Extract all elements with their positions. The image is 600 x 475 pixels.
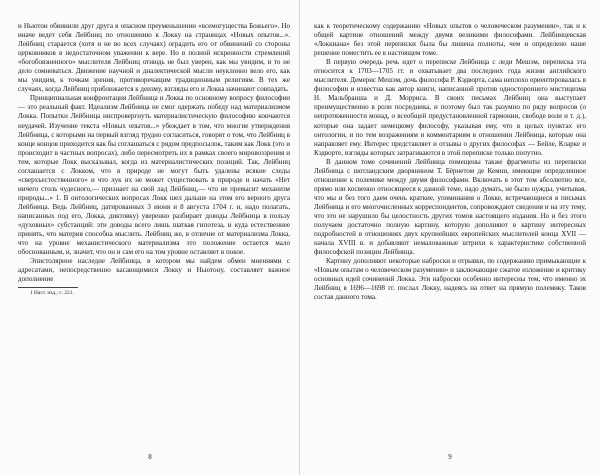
footnote-divider [18,287,78,288]
right-page-text [314,22,586,302]
left-page-text [18,22,290,284]
left-paragraph: Эпистолярное наследие Лейбница, в котором мы найдем обмен мнениями с адресатами, непосредственно касающимися Локку и Ньютону, составляет важное дополнение [18,257,290,284]
page-number-left: 8 [148,453,152,461]
footnote: 1 Наст. изд.; с. 221. [30,290,74,297]
page-number-right: 9 [448,453,452,461]
right-paragraph: В данном томе сочинений Лейбница помещены также фрагменты из переписки Лейбница с шотландским дворянином Т. Бёрнетом де Кемни, имеющие определенное отношение к полемике между двумя философами. Включать в этот том абсолютно все, прямо или косвенно относящееся к данной теме, надо думать, не было нужды, учитывая, что мы и без того даем очень краткие, упоминания о Локке, встречающиеся в письмах Лейбница и его многочисленных корреспондентов, сопровождают сведения и на эту тему, что это не нарушило бы целостность других томов настоящего издания. Но и без этого получаем достаточно полную картину, которую дополняют в картину интересных подробностей в отношениях двух крупнейших европейских мыслителей конца XVII — начала XVIII в. и добавляют немаловажные штрихи к характеристике собственной философской позиции Лейбница. [314,157,586,257]
right-page [300,0,600,475]
right-paragraph: В первую очередь речь идет о переписке Лейбница с леди Мешэм, переписка эта относится к 1703—1705 гг. и охватывает два последних года жизни английского мыслителя. Демерис Мешэм, дочь философа Р. Кэдворта, сама неплохо ориентировалась в философии и известна как автор книги, написанной против одностороннего мистицизма Н. Мальбранша и Д. Морриса. В своих письмах Лейбниц она выступает преимущественно в роли посредника, и поэтому был так разумно по ряду вопросов (о непротяженности монад, о всеобщей предустановленной гармонии, свободе воли и т. д.), которые она задает немецкому философу, указывая ему, что в целых пунктах его онтологии, и по тем возражениям и комментариям в отношении Лейбница, которые она направляет ему. Интерес представляет и отзывы о других философах — Бейле, Кларке и Кэдворте, взгляды которых затрагиваются в этой переписке только попутно. [314,58,586,157]
right-paragraph: как к теоретическому содержанию «Новых опытов о человеческом разумении», так и к общей картине отношений между двумя великими философами. Лейбницевская «Локкиана» без этой переписки была бы лишена полноты, чем и определено наше решение поместить ее в настоящем томе. [314,22,586,58]
right-paragraph: Картину дополняют некоторые наброски и отрывки, по содержанию примыкающие к «Новым опытам о человеческом разумении» и заключающие сжатое изложение и критику основных идей сочинений Локка. Эти наброски особенно интересны тем, что именно эх Лейбниц в 1696—1698 гг. послал Локку, надеясь на ответ на прямую полемику. Таков состав данного тома. [314,257,586,302]
left-paragraph: и Ньютон обвинили друг друга в опасном преуменьшении «всемогущества Божьего». Но иначе ведет себя Лейбниц по отношению к Локку на страницах «Новых опытов...». Лейбниц старается (хотя и не во всех случаях) оградить его от обвинений со стороны церковников в недостаточном уважении к вере. Но в полной искренности стремлений «богобоязненного» мыслителя Лейбниц отнюдь не был уверен, как мы увидим, и то не дело сомневаться. Движение научной и диалектической мысли неуклонно вело его, как мы увидим, к точкам зрения, противоречащим традиционным религиям. В тех же случаях, когда Лейбниц приближается к деизму, взгляды его и Локка начинают совпадать. [18,22,290,94]
left-paragraph: Принципиальная конфронтация Лейбница и Локка по основному вопросу философии — это реальный факт. Идеализм Лейбница не смог одержать победу над материализмом Локка. Попытки Лейбница ниспровергнуть материалистическую философию кончаются неудачей. Изучение текста «Новых опытов...» убеждает в том, что многие утверждения Лейбница, с которыми на первый взгляд трудно согласиться, говорят о том, что Лейбниц в конце концов приходится как бы соглашаться с рядом предпосылок, таким как Локк (это и происходит в частных вопросах), либо пересмотреть их в рамках своего мировоззрения и тем, которые Локк высказывал, когда из материалистических позиций. Так, Лейбниц соглашается с Локком, что в природе не могут быть удалены всякие следы «сверхъестественного» и что лук их не может существовать в природе и начать «Нет ничего столь чудесного,— признает на свой лад Лейбниц,— что не превысит механизм природы...» 1. В онтологических вопросах Локк шел дальше на этом его верного друга Лейбница. Ведь Лейбниц, датированных 3 июня и 8 августа 1704 г. и, надо полагать, написанных под его, Локка, диктовку) уверенно разбирает доводы Лейбница в пользу «духовных» субстанций: эти доводы всего лишь шаткая гипотеза, и куда естественнее принять, что материя способна мыслить. Лейбниц же, в отличие от материализма Локка, что на уровне механистического материализма это положение остается мало обоснованным, и, значит, что он и сам его на том уровне оставляет в покое. [18,94,290,257]
